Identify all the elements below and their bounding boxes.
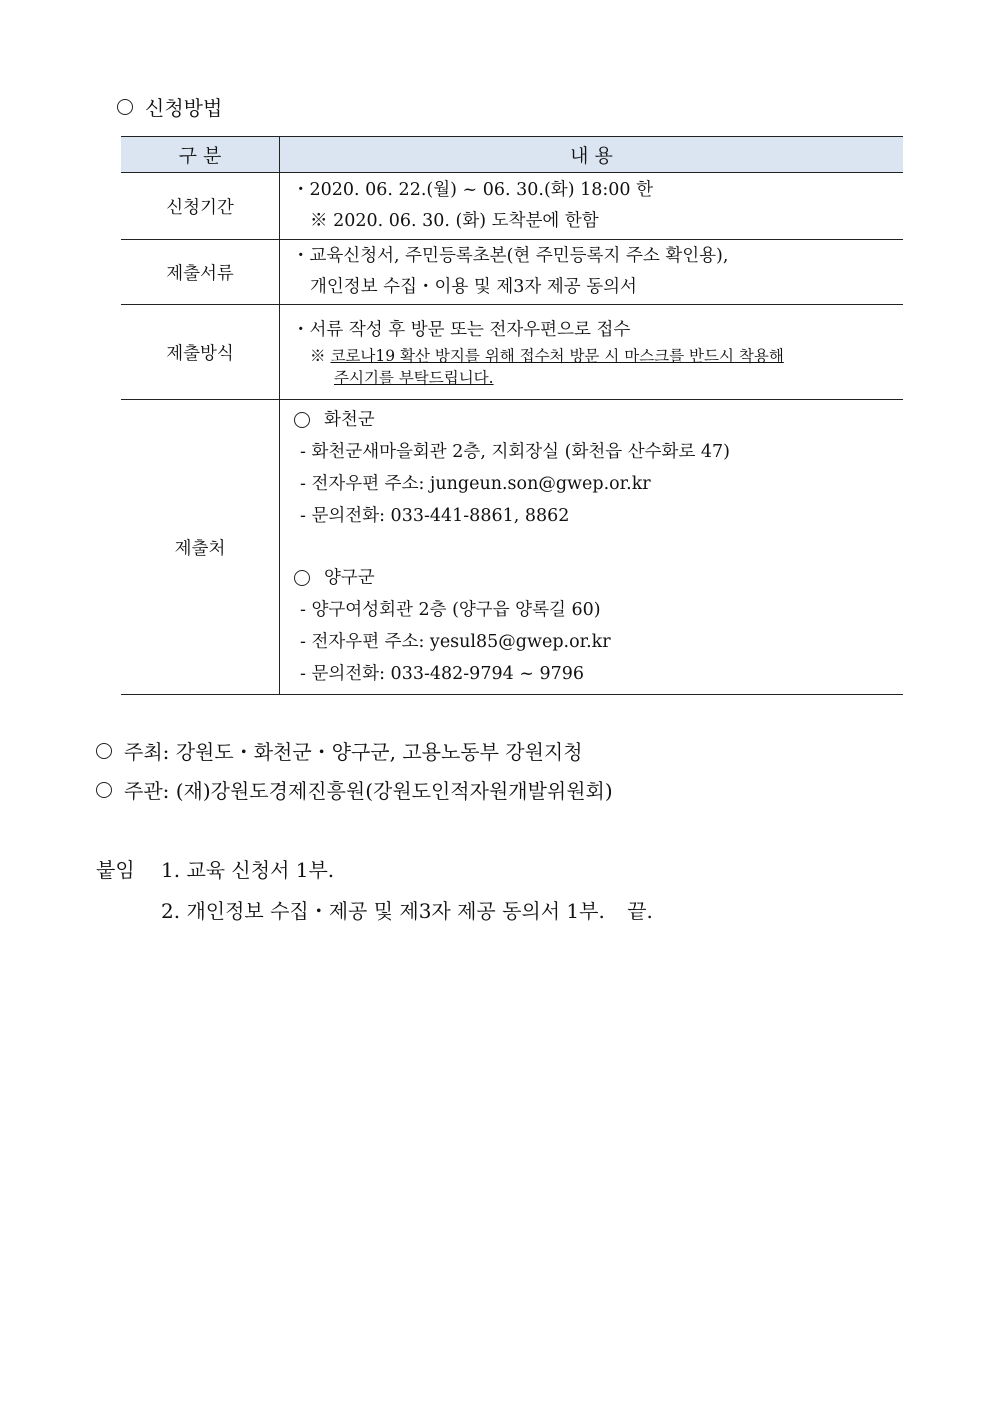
documents-label: 제출서류 — [121, 240, 280, 305]
hwacheon-email: - 전자우편 주소: jungeun.son@gwep.or.kr — [300, 474, 651, 494]
method-content — [280, 305, 904, 400]
host-text: 주최: 강원도・화천군・양구군, 고용노동부 강원지청 — [124, 740, 583, 764]
spacer — [292, 532, 902, 562]
hwacheon-heading — [292, 404, 902, 436]
method-note-text-1: 코로나19 확산 방지를 위해 접수처 방문 시 마스크를 반드시 착용해 — [330, 347, 784, 365]
hwacheon-address: - 화천군새마을회관 2층, 지회장실 (화천읍 산수화로 47) — [300, 442, 731, 462]
section-title: 신청방법 — [145, 96, 223, 120]
destination-content — [280, 400, 904, 695]
organizer-text: 주관: (재)강원도경제진흥원(강원도인적자원개발위원회) — [124, 779, 613, 803]
yanggu-address: - 양구여성회관 2층 (양구읍 양록길 60) — [300, 600, 601, 620]
header-category: 구 분 — [121, 137, 280, 173]
period-label: 신청기간 — [121, 173, 280, 240]
method-note-text-2: 주시기를 부탁드립니다. — [334, 369, 494, 387]
period-content — [280, 173, 904, 240]
organizer-line — [96, 775, 613, 804]
table-row-method — [121, 305, 903, 400]
documents-content — [280, 240, 904, 305]
documents-line-1: ・교육신청서, 주민등록초본(현 주민등록지 주소 확인용), — [292, 246, 729, 266]
section-heading — [117, 92, 222, 121]
attachment-item-1: 1. 교육 신청서 1부. — [161, 858, 335, 882]
table-header-row — [121, 137, 903, 173]
circle-bullet-icon — [294, 412, 310, 428]
circle-bullet-icon — [96, 782, 112, 798]
period-line-2: ※ 2020. 06. 30. (화) 도착분에 한함 — [310, 211, 599, 231]
yanggu-email: - 전자우편 주소: yesul85@gwep.or.kr — [300, 632, 611, 652]
circle-bullet-icon — [96, 743, 112, 759]
attachment-item-2 — [161, 895, 653, 924]
hwacheon-name: 화천군 — [324, 410, 375, 430]
circle-bullet-icon — [117, 99, 133, 115]
method-note-2 — [292, 367, 902, 389]
header-content: 내 용 — [280, 137, 904, 173]
method-line-1: ・서류 작성 후 방문 또는 전자우편으로 접수 — [292, 320, 631, 340]
yanggu-phone: - 문의전화: 033-482-9794 ~ 9796 — [300, 664, 585, 684]
table-row-documents — [121, 240, 903, 305]
method-label: 제출방식 — [121, 305, 280, 400]
attachments-label: 붙임 — [96, 858, 135, 882]
table-row-period — [121, 173, 903, 240]
note-mark: ※ — [310, 347, 326, 365]
host-line — [96, 736, 583, 765]
destination-label: 제출처 — [121, 400, 280, 695]
yanggu-heading — [292, 562, 902, 594]
end-mark: 끝. — [627, 899, 653, 923]
documents-line-2: 개인정보 수집・이용 및 제3자 제공 동의서 — [310, 277, 637, 297]
attachment-item-2-text: 2. 개인정보 수집・제공 및 제3자 제공 동의서 1부. — [161, 899, 605, 923]
table-row-destination — [121, 400, 903, 695]
circle-bullet-icon — [294, 570, 310, 586]
period-line-1: ・2020. 06. 22.(월) ~ 06. 30.(화) 18:00 한 — [292, 180, 653, 200]
application-method-table — [121, 136, 903, 695]
method-note-1 — [292, 345, 902, 367]
hwacheon-phone: - 문의전화: 033-441-8861, 8862 — [300, 506, 570, 526]
yanggu-name: 양구군 — [324, 568, 375, 588]
